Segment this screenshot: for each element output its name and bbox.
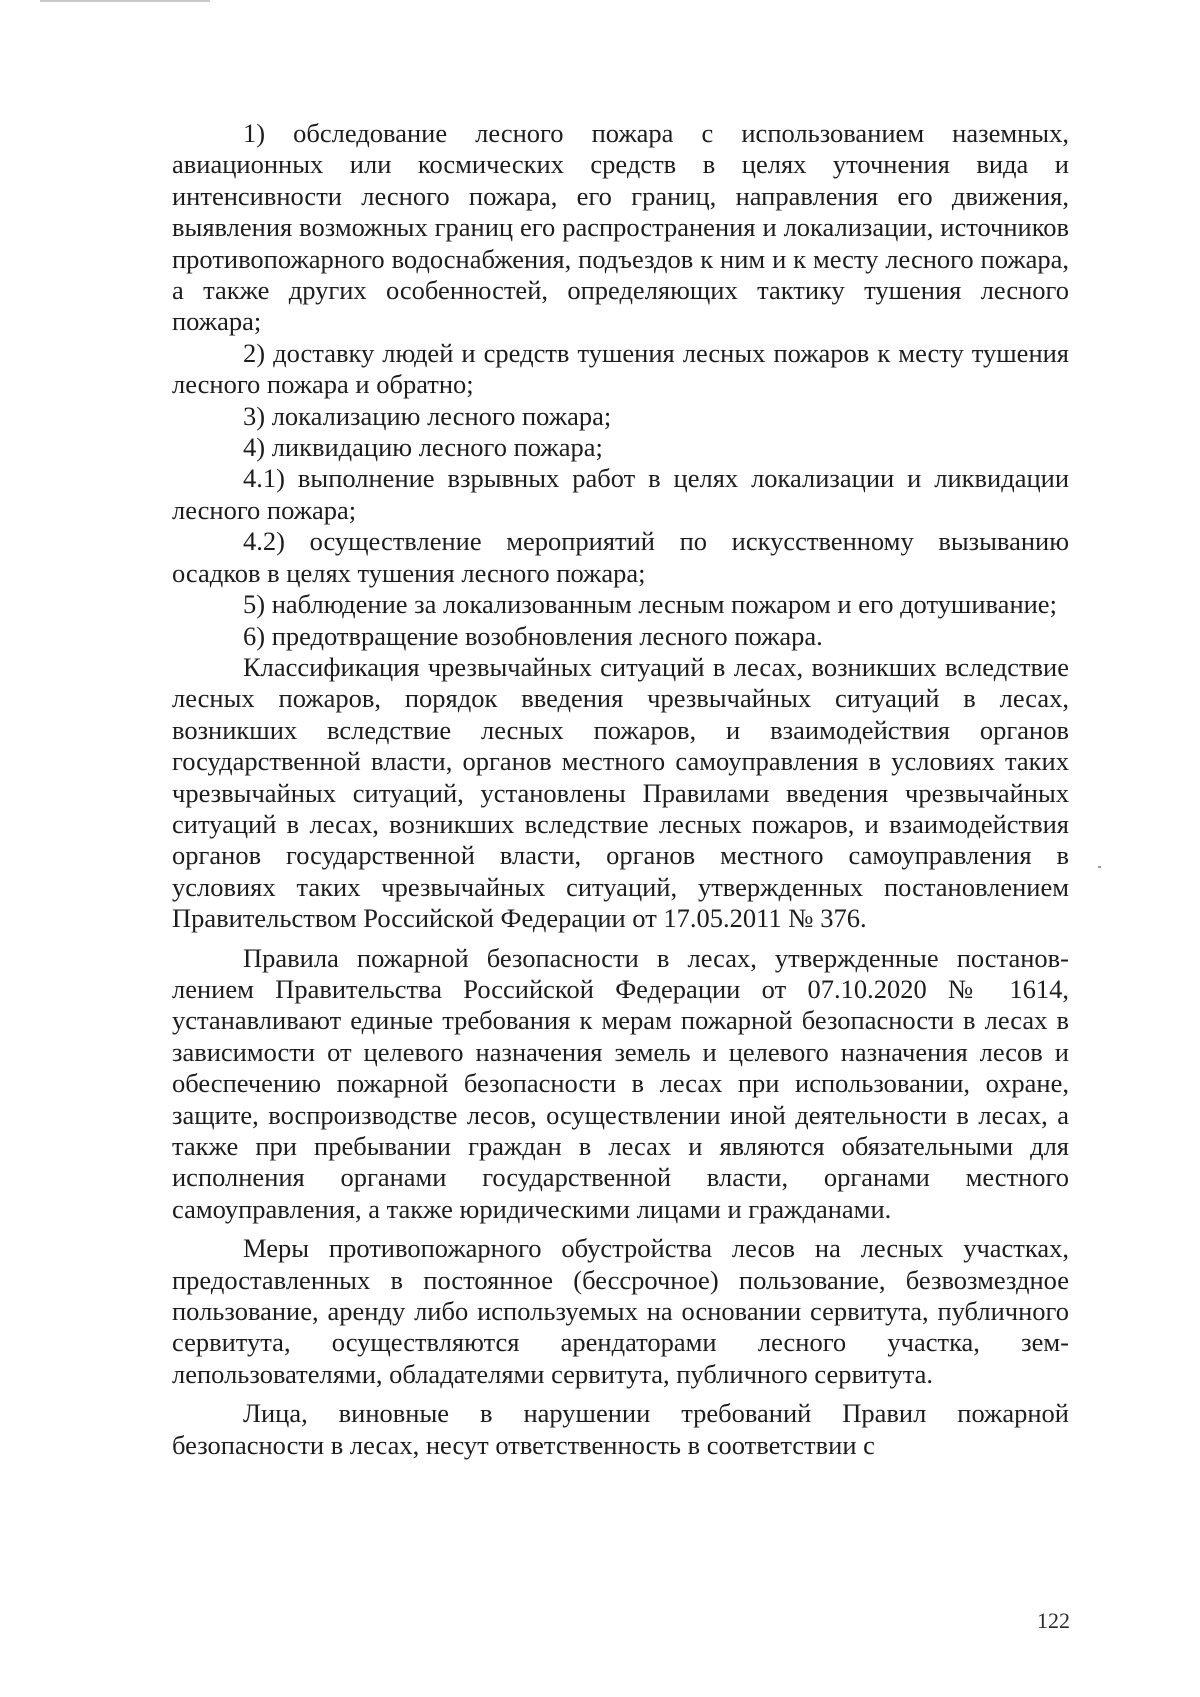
list-item-6: 6) предотвращение возобновления лесного пожара. [243,620,823,651]
list-item-4-1: 4.1) выполнение взрывных работ в целях локализации и ликвидации лесного пожара; [172,463,1069,525]
paragraph-classification: Классификация чрезвычайных ситуаций в лесах, возникших вследствие лесных пожаров, порядок введения чрезвычайных ситуаций в лесах, возникших вследствие лесных пожаров, и взаимодействия органов государственной власти, органов местного самоуправления в условиях таких чрезвычайных ситуаций, установлены Правилами введения чрезвычайных ситуаций в лесах, возникших вследствие лесных пожаров, и взаимодействия органов государственной власти, органов местного самоуправления в условиях таких чрезвычайных ситуаций, утвержденных постановлением Правительством Российской Федерации от 17.05.2011 № 376. [172,651,1069,934]
list-item-1: 1) обследование лесного пожара с использованием наземных, авиационных или космических средств в целях уточнения вида и интенсивности лесного пожара, его границ, направления его движения, выявления возможных границ его распространения и локализации, источников противопожарного водоснабжения, подъездов к ним и к месту лесного пожара, а также других особенностей, определяющих тактику тушения лесного пожара; [172,118,1069,337]
list-item-4: 4) ликвидацию лесного пожара; [243,432,603,463]
list-item-5: 5) наблюдение за локализованным лесным пожаром и его дотушивание; [243,589,1057,620]
paragraph-fire-safety-rules: Правила пожарной безопасности в лесах, утвержденные постановлением Правительства Российской Федерации от 07.10.2020 № 1614, устанавливают единые требования к мерам пожарной безопасности в лесах в зависимости от целевого назначения земель и целевого назначения лесов и обеспечению пожарной безопасности в лесах при использовании, охране, защите, воспроизводстве лесов, осуществлении иной деятельности в лесах, а также при пребывании граждан в лесах и являются обязательными для исполнения органами государственной власти, органами местного самоуправления, а также юридическими лицами и гражданами. [172,942,1069,1224]
paragraph-fire-prevention-measures: Меры противопожарного обустройства лесов на лесных участках, предоставленных в постоянное (бессрочное) пользование, безвозмездное пользование, аренду либо используемых на основании сервитута, публичного сервитута, осуществляются арендаторами лесного участка, землепользователями, обладателями сервитута, публичного сервитута. [172,1233,1069,1389]
scan-speck [1098,866,1101,868]
scan-artifact-line [40,0,210,2]
list-item-4-2: 4.2) осуществление мероприятий по искусственному вызыванию осадков в целях тушения лесного пожара; [172,526,1069,588]
list-item-2: 2) доставку людей и средств тушения лесных пожаров к месту тушения лесного пожара и обратно; [172,337,1069,400]
paragraph-liability: Лица, виновные в нарушении требований Правил пожарной безопасности в лесах, несут ответственность в соответствии с [172,1398,1069,1460]
page-number: 122 [1037,1608,1070,1633]
document-body [172,118,1069,1461]
list-item-3: 3) локализацию лесного пожара; [243,400,612,431]
